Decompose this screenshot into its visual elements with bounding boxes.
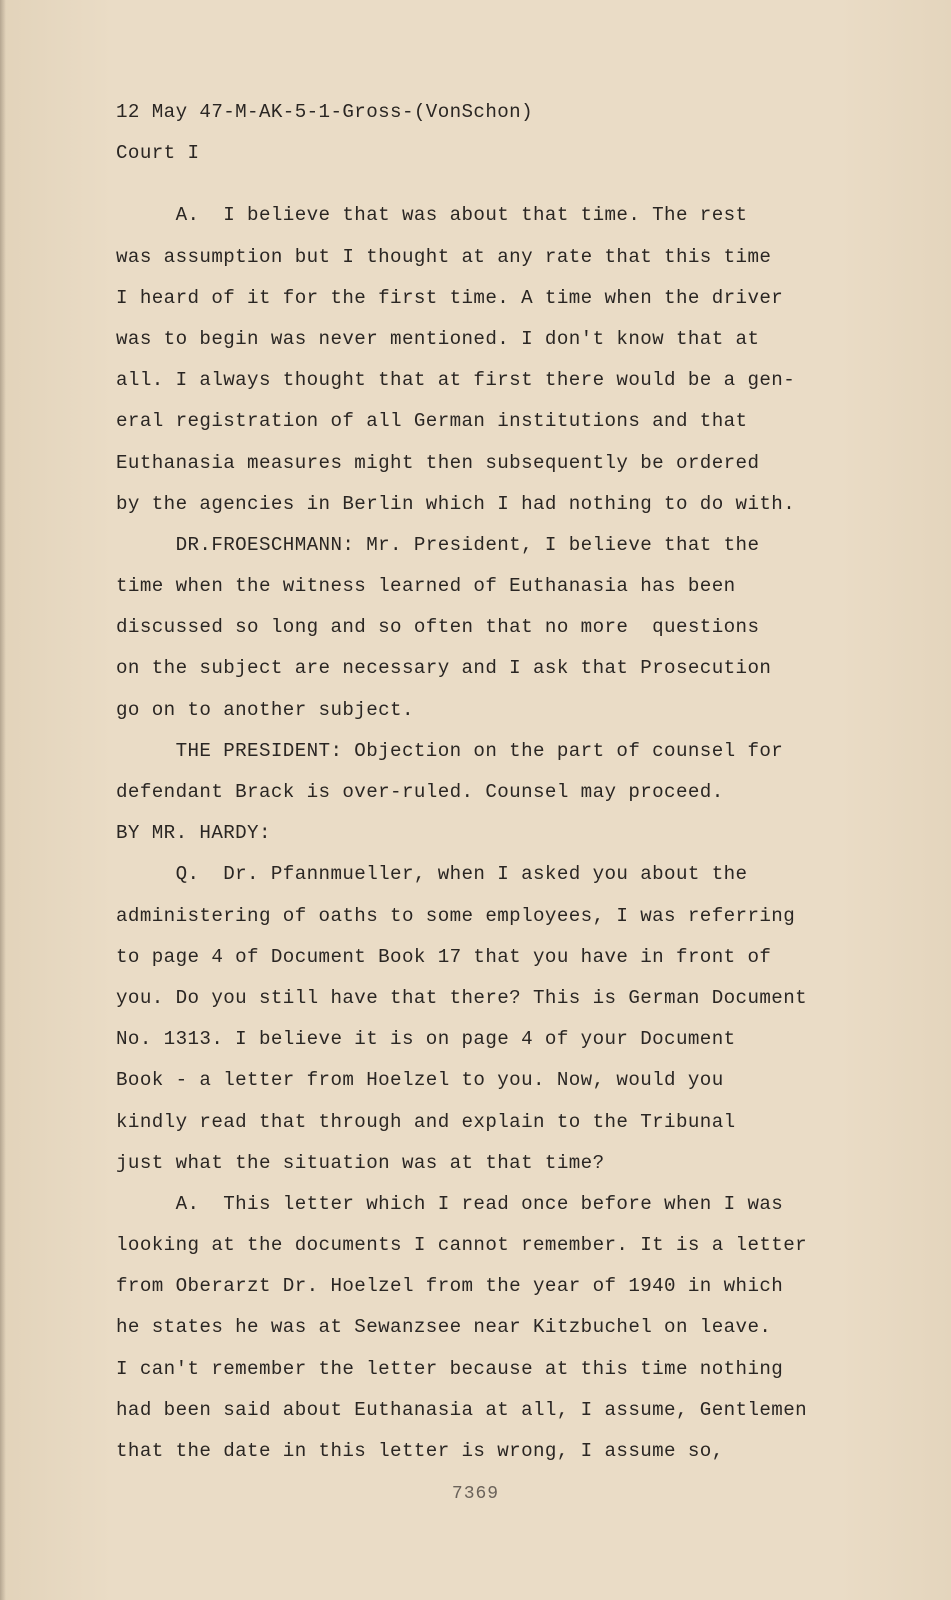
transcript-line: that the date in this letter is wrong, I assume so, [116,1440,724,1462]
transcript-line: I heard of it for the first time. A time when the driver [116,286,784,309]
page-number: 7369 [451,1484,500,1504]
transcript-line: on the subject are necessary and I ask that Prosecution [116,657,772,680]
transcript-line: I can't remember the letter because at this time nothing [116,1357,784,1380]
transcript-line: had been said about Euthanasia at all, I assume, Gentlemen [116,1398,808,1421]
transcript-line: A. This letter which I read once before when I was [116,1192,784,1215]
header-court: Court I [116,142,200,165]
transcript-line: Euthanasia measures might then subsequently be ordered [116,451,760,474]
transcript-line: go on to another subject. [116,698,414,721]
transcript-line: from Oberarzt Dr. Hoelzel from the year of 1940 in which [116,1275,784,1298]
typed-transcript [116,92,836,1472]
transcript-line: eral registration of all German institutions and that [116,410,748,433]
transcript-line: he states he was at Sewanzsee near Kitzbuchel on leave. [116,1316,772,1339]
transcript-line: DR.FROESCHMANN: Mr. President, I believe that the [116,533,760,556]
transcript-line: kindly read that through and explain to the Tribunal [116,1110,736,1133]
transcript-line: all. I always thought that at first there would be a gen- [116,369,796,392]
transcript-line: administering of oaths to some employees, I was referring [116,904,796,927]
transcript-line: defendant Brack is over-ruled. Counsel may proceed. [116,781,724,803]
transcript-line: you. Do you still have that there? This is German Document [116,986,808,1009]
transcript-line: A. I believe that was about that time. The rest [116,204,748,227]
transcript-line: time when the witness learned of Euthanasia has been [116,575,736,598]
transcript-line: to page 4 of Document Book 17 that you have in front of [116,945,772,968]
transcript-line: BY MR. HARDY: [116,822,271,845]
transcript-line: was to begin was never mentioned. I don't know that at [116,327,760,350]
transcript-line: Q. Dr. Pfannmueller, when I asked you about the [116,863,748,886]
transcript-line: by the agencies in Berlin which I had nothing to do with. [116,492,796,515]
transcript-line: No. 1313. I believe it is on page 4 of your Document [116,1028,736,1051]
page-edge-shadow [0,0,6,1600]
header-spacing [116,174,836,195]
transcript-line: just what the situation was at that time? [116,1151,605,1174]
transcript-line: Book - a letter from Hoelzel to you. Now, would you [116,1069,724,1092]
header-reference: 12 May 47-M-AK-5-1-Gross-(VonSchon) [116,101,534,123]
transcript-body [116,195,836,1472]
transcript-line: discussed so long and so often that no more questions [116,616,760,639]
transcript-line: looking at the documents I cannot remember. It is a letter [116,1234,808,1257]
transcript-line: was assumption but I thought at any rate that this time [116,245,772,268]
transcript-line: THE PRESIDENT: Objection on the part of counsel for [116,739,784,762]
